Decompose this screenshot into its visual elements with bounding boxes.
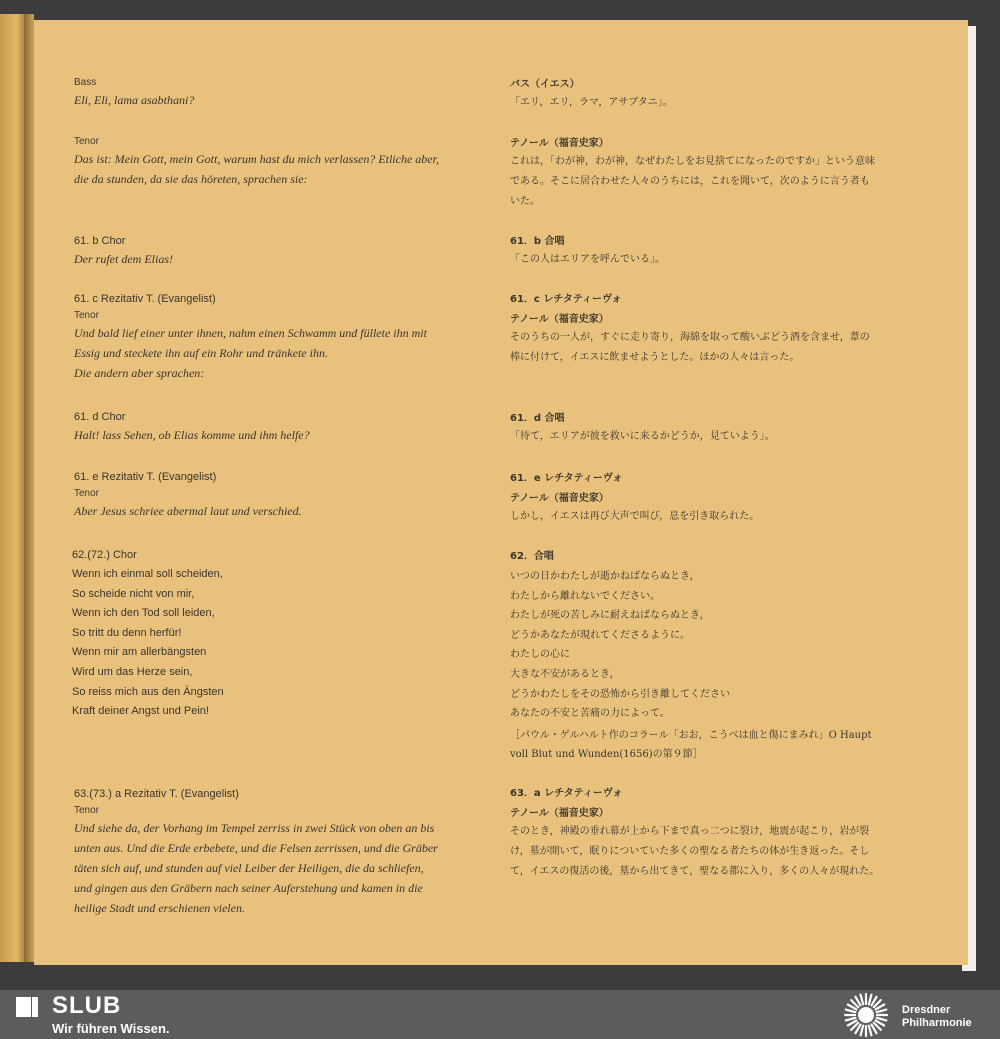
section-heading: テノール（福音史家） [510,138,609,149]
translation-text [510,328,930,368]
translation-text [510,93,930,113]
lyric-line: Essig und steckete ihn auf ein Rohr und tränkete ihn. [74,346,328,360]
de-61e-block [74,469,484,521]
voice-label: Tenor [74,136,100,147]
lyric-text [74,149,484,189]
chorale-line: Wird um das Herze sein, [72,665,193,678]
jp-tenor-block [510,136,930,212]
chorale-line: Wenn ich einmal soll scheiden, [72,568,223,580]
libretto-page [34,20,968,965]
translation-line: て，イエスの復活の後，墓から出てきて，聖なる都に入り，多くの人々が現れた。 [510,866,880,877]
sun-ray [869,1026,872,1036]
lyric-text [74,501,484,521]
sun-ray [877,1010,887,1013]
lyric-line: Eli, Eli, lama asabthani? [74,93,195,107]
partner-line-2: Philharmonie [902,1017,972,1029]
slub-logo-text: SLUB [52,992,122,1019]
translation-line: あなたの不安と苦痛の力によって。 [510,708,670,720]
chorale-line: Kraft deiner Angst und Pein! [72,705,209,718]
translation-line: である。そこに居合わせた人々のうちには，これを聞いて，次のように言う者も [510,176,870,187]
de-63a-block [74,786,484,918]
partner-line-1: Dresdner [902,1004,951,1016]
lyric-line: unten aus. Und die Erde erbebete, und die Felsen zerrissen, und die Gräber [74,841,438,855]
section-heading: 61．e レチタティーヴォ [510,473,623,484]
lyric-line: heilige Stadt und erschienen vielen. [74,901,245,915]
sun-ray [846,1018,856,1021]
translation-line: け，墓が開いて，眠りについていた多くの聖なる者たちの体が生き返った。そし [510,846,870,857]
translation-text [510,822,930,882]
voice-subheading: テノール（福音史家） [510,314,609,325]
translation-line: 「エリ，エリ，ラマ，アサブタニ」。 [510,97,673,108]
section-heading: 61．b 合唱 [510,236,565,247]
slub-tagline: Wir führen Wissen. [52,1021,170,1036]
translation-line: わたしが死の苦しみに耐えねばならぬとき， [510,610,710,622]
sun-ray [861,995,864,1005]
jp-bass-block [510,77,930,113]
lyric-text [74,249,484,269]
chorale-line: So scheide nicht von mir, [72,587,195,600]
voice-label: Tenor [74,488,100,499]
translation-text [510,507,930,527]
section-heading: 61. c Rezitativ T. (Evangelist) [74,293,216,305]
chorale-source-note [510,726,930,765]
voice-label: Bass [74,77,97,88]
section-heading: 63．a レチタティーヴォ [510,788,623,799]
translation-line: いつの日かわたしが逝かねばならぬとき， [510,571,700,582]
translation-text [510,427,930,447]
book-spine [24,14,34,962]
voice-subheading: テノール（福音史家） [510,808,609,819]
lyric-text [74,425,484,445]
de-tenor-block [74,135,484,189]
de-62-chorale-block [72,547,482,722]
section-heading: 62.(72.) Chor [72,549,137,561]
section-heading: 61．c レチタティーヴォ [510,294,622,305]
chorale-text [72,565,482,722]
voice-label: Tenor [74,310,100,321]
section-heading: バス（イエス） [510,79,580,90]
lyric-line: und gingen aus den Gräbern nach seiner Auferstehung und kamen in die [74,881,423,895]
translation-text [510,152,930,212]
de-61d-block [74,409,484,445]
translation-line: いた。 [510,196,540,207]
lyric-text [74,90,484,110]
previous-page-edge [0,14,24,962]
lyric-text [74,323,484,383]
translation-line: わたしから離れないでください。 [510,590,660,602]
jp-61c-block [510,292,930,368]
voice-label: Tenor [74,805,100,816]
translation-line: そのうちの一人が，すぐに走り寄り，海綿を取って酸いぶどう酒を含ませ，葦の [510,332,870,343]
translation-line: 「この人はエリアを呼んでいる」。 [510,254,665,265]
translation-line: わたしの心に [510,649,570,661]
chorale-line: So tritt du denn herfür! [72,626,182,639]
lyric-line: Die andern aber sprachen: [74,366,205,380]
lyric-line: Aber Jesus schriee abermal laut und verschied. [74,504,302,518]
lyric-line: Und siehe da, der Vorhang im Tempel zerriss in zwei Stück von oben an bis [74,821,435,835]
sun-ray [846,1010,856,1013]
lyric-text [74,818,484,918]
translation-line: どうかわたしをその恐怖から引き離してください [510,688,730,700]
de-61b-block [74,233,484,269]
translation-line: 大きな不安があるとき， [510,668,620,680]
chorale-line: Wenn mir am allerbängsten [72,646,207,659]
jp-61e-block [510,471,930,527]
jp-61d-block [510,411,930,447]
section-heading: 61．d 合唱 [510,413,565,424]
lyric-line: Halt! lass Sehen, ob Elias komme und ihm helfe? [74,428,310,442]
lyric-line: die da stunden, da sie das höreten, sprachen sie: [74,172,308,186]
slub-book-icon [14,994,40,1020]
source-line: ［パウル・ゲルハルト作のコラール「おお，こうべは血と傷にまみれ」O Haupt [510,729,872,741]
partner-logo-text [902,1004,972,1030]
voice-subheading: テノール（福音史家） [510,493,609,504]
de-bass-block [74,76,484,110]
section-heading: 61. e Rezitativ T. (Evangelist) [74,471,217,483]
section-heading: 63.(73.) a Rezitativ T. (Evangelist) [74,788,239,800]
jp-62-chorale-block [510,549,930,765]
translation-line: そのとき，神殿の垂れ幕が上から下まで真っ二つに裂け，地震が起こり，岩が裂 [510,826,870,837]
chorale-line: Wenn ich den Tod soll leiden, [72,607,215,620]
section-heading: 61. d Chor [74,411,126,423]
jp-63a-block [510,786,930,882]
sun-ray [877,1018,887,1021]
lyric-line: täten sich auf, und stunden auf viel Leiber der Heiligen, die da schliefen, [74,861,424,875]
philharmonie-sun-icon [842,991,890,1039]
chorale-line: So reiss mich aus den Ängsten [72,685,224,698]
translation-line: どうかあなたが現れてくださるように。 [510,629,690,641]
translation-text [510,567,930,724]
lyric-line: Das ist: Mein Gott, mein Gott, warum hast du mich verlassen? Etliche aber, [74,152,439,166]
sun-ray [869,995,872,1005]
source-line: voll Blut und Wunden(1656)の第９節］ [510,749,703,761]
sun-ray [861,1026,864,1036]
jp-61b-block [510,234,930,270]
translation-line: 「待て，エリアが彼を救いに来るかどうか，見ていよう」。 [510,431,775,442]
translation-line: しかし，イエスは再び大声で叫び，息を引き取られた。 [510,511,760,522]
section-heading: 62．合唱 [510,551,554,562]
translation-line: これは，「わが神，わが神，なぜわたしをお見捨てになったのですか」という意味 [510,156,875,167]
lyric-line: Und bald lief einer unter ihnen, nahm einen Schwamm und füllete ihn mit [74,326,427,340]
translation-text [510,250,930,270]
footer-bar [0,990,1000,1039]
section-heading: 61. b Chor [74,235,126,247]
de-61c-block [74,291,484,383]
lyric-line: Der rufet dem Elias! [74,252,173,266]
translation-line: 棒に付けて，イエスに飲ませようとした。ほかの人々は言った。 [510,352,800,363]
